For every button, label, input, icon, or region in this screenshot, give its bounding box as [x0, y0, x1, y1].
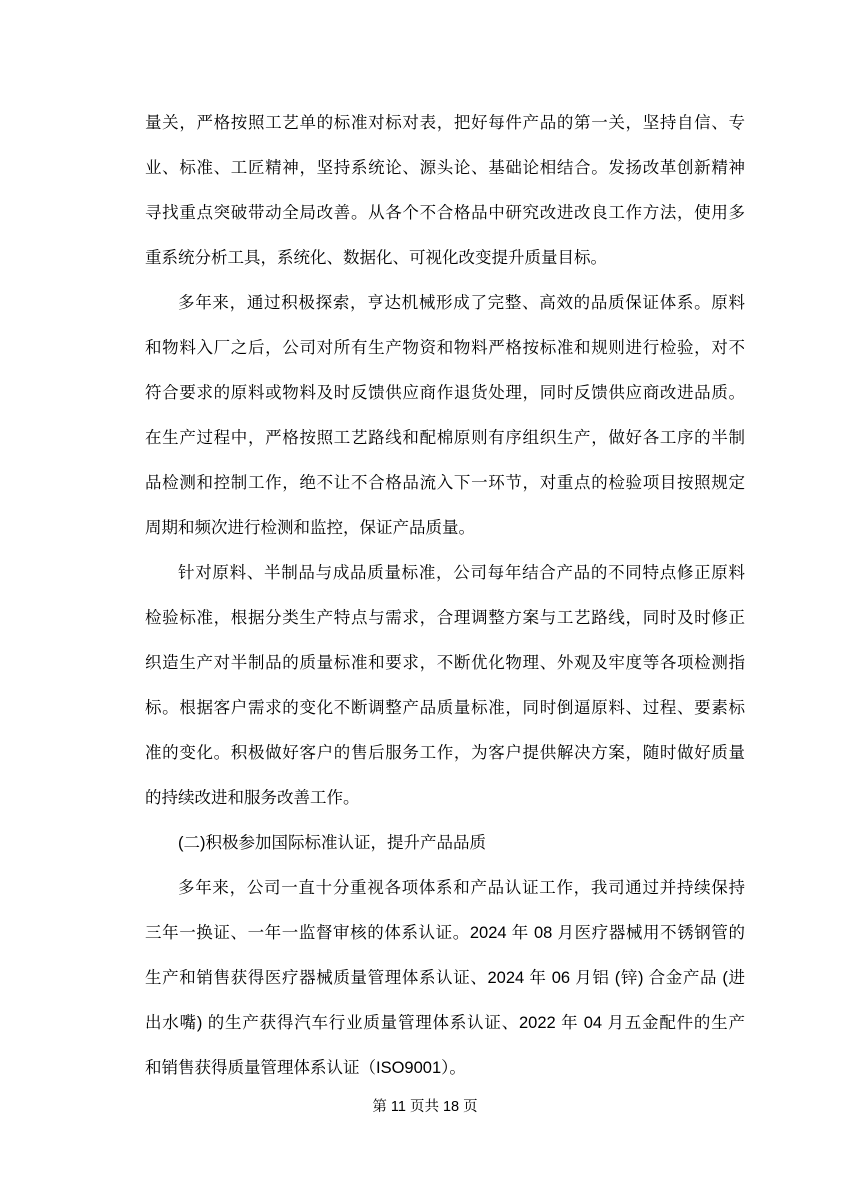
section-heading — [145, 821, 745, 866]
text-line: 准的变化。积极做好客户的售后服务工作，为客户提供解决方案，随时做好质量 — [145, 744, 745, 762]
text-line: 寻找重点突破带动全局改善。从各个不合格品中研究改进改良工作方法，使用多 — [145, 204, 745, 222]
text-line: (二)积极参加国际标准认证，提升产品品质 — [178, 834, 486, 852]
text-line: 针对原料、半制品与成品质量标准，公司每年结合产品的不同特点修正原料 — [178, 564, 745, 582]
text-line: 和物料入厂之后，公司对所有生产物资和物料严格按标准和规则进行检验，对不 — [145, 339, 745, 357]
page-number: 第 11 页共 18 页 — [372, 1099, 478, 1115]
text-line: 符合要求的原料或物料及时反馈供应商作退货处理，同时反馈供应商改进品质。 — [145, 384, 745, 402]
text-line: 标。根据客户需求的变化不断调整产品质量标准，同时倒逼原料、过程、要素标 — [145, 699, 745, 717]
text-line: 织造生产对半制品的质量标准和要求，不断优化物理、外观及牢度等各项检测指 — [145, 654, 745, 672]
text-line: 生产和销售获得医疗器械质量管理体系认证、2024 年 06 月铝 (锌) 合金产品 (进 — [145, 969, 745, 987]
text-line: 品检测和控制工作，绝不让不合格品流入下一环节，对重点的检验项目按照规定 — [145, 474, 745, 492]
paragraph — [145, 101, 745, 281]
text-line: 业、标准、工匠精神，坚持系统论、源头论、基础论相结合。发扬改革创新精神 — [145, 159, 745, 177]
text-line: 周期和频次进行检测和监控，保证产品质量。 — [145, 519, 475, 537]
text-line: 多年来，公司一直十分重视各项体系和产品认证工作，我司通过并持续保持 — [178, 879, 745, 897]
text-line: 三年一换证、一年一监督审核的体系认证。2024 年 08 月医疗器械用不锈钢管的 — [145, 924, 745, 942]
paragraph — [145, 866, 745, 1091]
page-footer — [0, 1092, 850, 1122]
text-line: 检验标准，根据分类生产特点与需求，合理调整方案与工艺路线，同时及时修正 — [145, 609, 745, 627]
document-body — [145, 101, 745, 1091]
text-line: 量关，严格按照工艺单的标准对标对表，把好每件产品的第一关，坚持自信、专 — [145, 114, 745, 132]
text-line: 在生产过程中，严格按照工艺路线和配棉原则有序组织生产，做好各工序的半制 — [145, 429, 745, 447]
text-line: 多年来，通过积极探索，亨达机械形成了完整、高效的品质保证体系。原料 — [178, 294, 745, 312]
text-line: 和销售获得质量管理体系认证（ISO9001）。 — [145, 1059, 466, 1077]
paragraph — [145, 281, 745, 551]
text-line: 出水嘴) 的生产获得汽车行业质量管理体系认证、2022 年 04 月五金配件的生产 — [145, 1014, 745, 1032]
paragraph — [145, 551, 745, 821]
text-line: 的持续改进和服务改善工作。 — [145, 789, 360, 807]
text-line: 重系统分析工具，系统化、数据化、可视化改变提升质量目标。 — [145, 249, 607, 267]
